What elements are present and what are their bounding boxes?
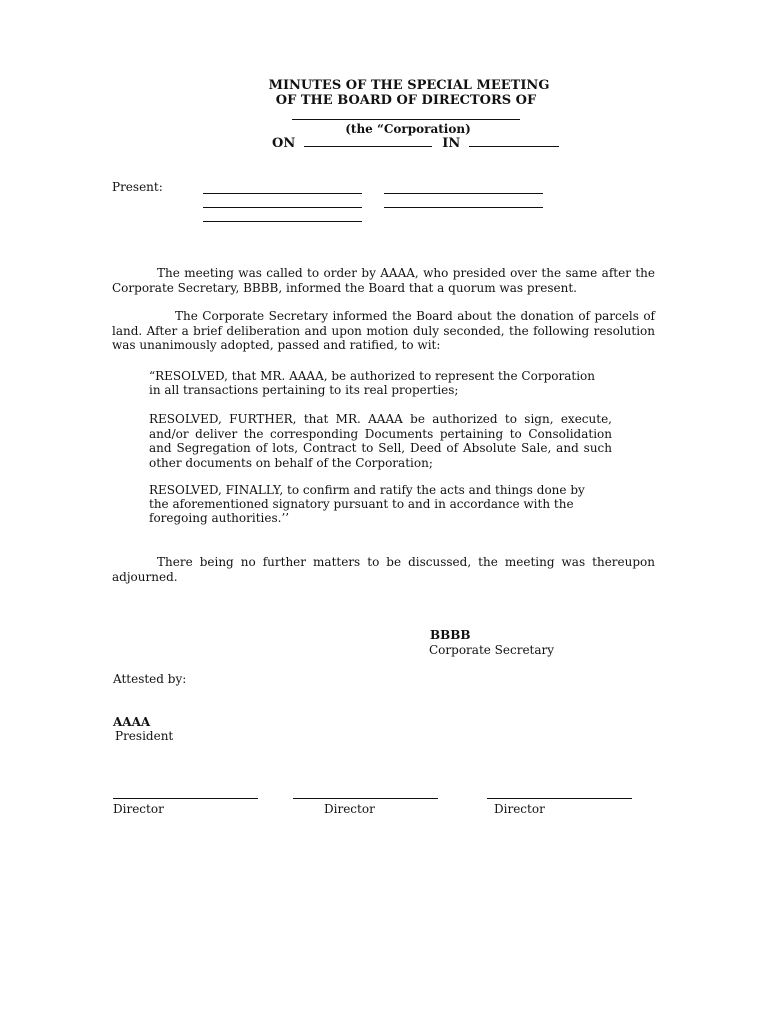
corporation-name-blank	[292, 119, 520, 120]
on-label: ON	[272, 136, 296, 151]
resolution-2: RESOLVED, FURTHER, that MR. AAAA be authorized to sign, execute, and/or deliver the corresponding Documents pertaining to Consolidation and Segregation of lots, Contract to Sell, Deed of Absolute Sale, and such other documents on behalf of the Corporation;	[149, 412, 612, 470]
resolution-3-line2: the aforementioned signatory pursuant to and in accordance with the	[149, 497, 574, 511]
present-blank-2	[384, 193, 543, 194]
director-signature-line-3	[487, 798, 632, 799]
resolution-3-line3: foregoing authorities.’’	[149, 511, 290, 525]
director-signature-line-2	[293, 798, 438, 799]
present-blank-4	[384, 207, 543, 208]
place-blank	[469, 146, 559, 147]
director-label-1: Director	[113, 802, 164, 816]
present-blank-5	[203, 221, 362, 222]
date-blank	[304, 146, 432, 147]
present-blank-1	[203, 193, 362, 194]
secretary-name: BBBB	[430, 628, 471, 642]
paragraph-donation: The Corporate Secretary informed the Board about the donation of parcels of land. After a brief deliberation and upon motion duly seconded, the following resolution was unanimously adopted, passed and ratified, to wit:	[112, 309, 655, 352]
paragraph-call-to-order: The meeting was called to order by AAAA, who presided over the same after the Corporate Secretary, BBBB, informed the Board that a quorum was present.	[112, 266, 655, 295]
resolution-1-line2: in all transactions pertaining to its real properties;	[149, 383, 459, 397]
heading-line2: OF THE BOARD OF DIRECTORS OF	[275, 93, 537, 108]
heading-line1: MINUTES OF THE SPECIAL MEETING	[268, 78, 550, 93]
date-place-line	[272, 136, 559, 151]
director-label-2: Director	[324, 802, 375, 816]
paragraph-adjourned: There being no further matters to be discussed, the meeting was thereupon adjourned.	[112, 555, 655, 584]
in-label: IN	[442, 136, 461, 151]
president-title: President	[115, 729, 174, 743]
president-name: AAAA	[113, 715, 151, 729]
director-label-3: Director	[494, 802, 545, 816]
corporation-label: (the “Corporation)	[345, 122, 471, 136]
secretary-title: Corporate Secretary	[429, 643, 555, 657]
director-signature-line-1	[113, 798, 258, 799]
resolution-3-line1: RESOLVED, FINALLY, to confirm and ratify the acts and things done by	[149, 483, 585, 497]
attested-label: Attested by:	[113, 672, 187, 686]
present-blank-3	[203, 207, 362, 208]
resolution-1-line1: “RESOLVED, that MR. AAAA, be authorized to represent the Corporation	[149, 369, 595, 383]
present-label: Present:	[112, 180, 163, 194]
